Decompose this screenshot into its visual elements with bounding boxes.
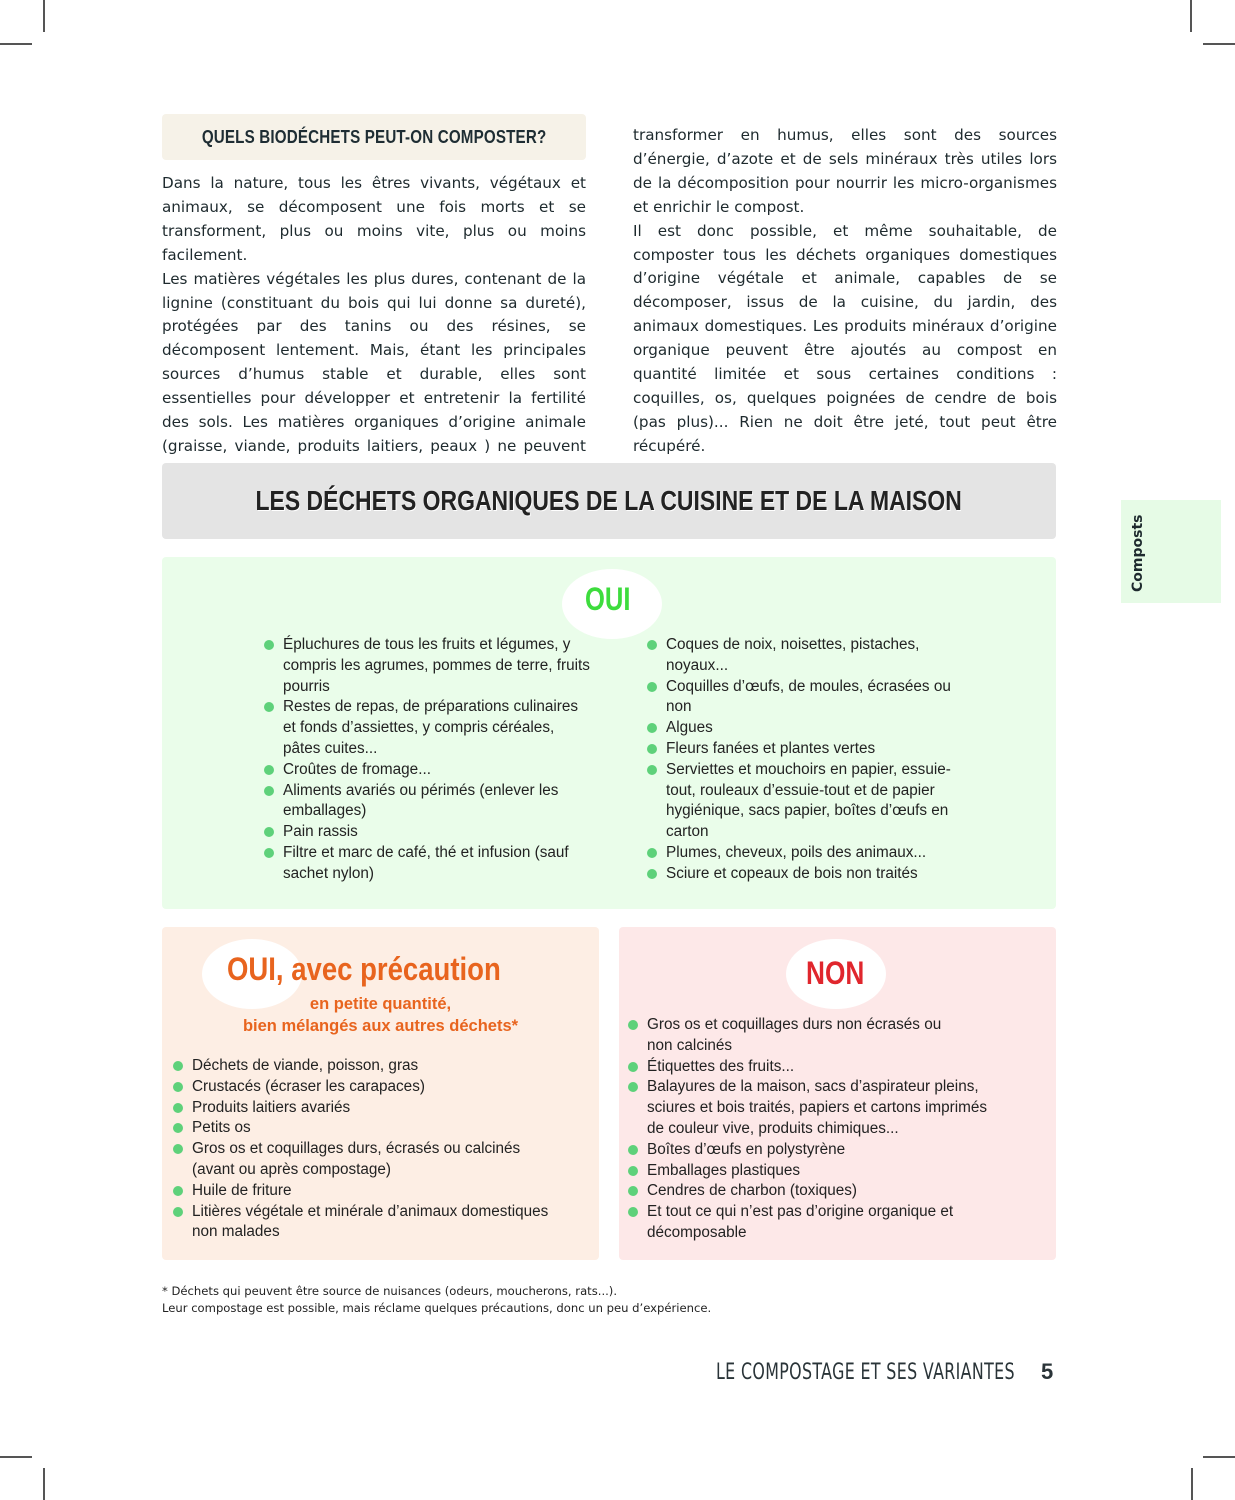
crop-mark [43,1468,45,1500]
list-item: Restes de repas, de préparations culinaires et fonds d’assiettes, y compris céréales, pâtes cuites... [264,697,594,759]
page-number: 5 [1041,1359,1054,1384]
list-item: Algues [647,718,967,739]
body-column-left [162,172,586,483]
chapter-side-tab[interactable] [1121,500,1221,603]
list-item: Sciure et copeaux de bois non traités [647,864,967,885]
crop-mark [1190,0,1192,32]
side-tab-label: Composts [1130,514,1146,592]
list-item: Boîtes d’œufs en polystyrène [628,1140,998,1161]
banner-title: LES DÉCHETS ORGANIQUES DE LA CUISINE ET DE LA MAISON [255,485,963,516]
crop-mark [1191,1468,1193,1500]
precaution-subtitle-line2: bien mélangés aux autres déchets* [242,1017,519,1035]
precaution-panel [162,927,599,1260]
list-item: Cendres de charbon (toxiques) [628,1181,998,1202]
crop-mark [0,43,32,45]
non-label: NON [806,955,865,991]
oui-list-right [647,635,967,885]
footnote [162,1283,711,1317]
section-heading: QUELS BIODÉCHETS PEUT-ON COMPOSTER? [201,126,547,147]
list-item: Coques de noix, noisettes, pistaches, noyaux... [647,635,967,677]
oui-panel [162,557,1056,909]
list-item: Petits os [173,1118,583,1139]
paragraph: Dans la nature, tous les êtres vivants, végétaux et animaux, se décomposent une fois morts et se transforment, plus ou moins vite, plus ou moins facilement. [162,174,586,264]
precaution-list [173,1056,583,1243]
table-banner [162,463,1056,539]
list-item: Produits laitiers avariés [173,1098,583,1119]
list-item: Épluchures de tous les fruits et légumes, y compris les agrumes, pommes de terre, fruits pourris [264,635,594,697]
precaution-label: OUI, avec précaution [227,951,501,987]
list-item: Plumes, cheveux, poils des animaux... [647,843,967,864]
crop-mark [1203,1456,1235,1458]
list-item: Fleurs fanées et plantes vertes [647,739,967,760]
footnote-line2: Leur compostage est possible, mais réclame quelques précautions, donc un peu d’expérience. [162,1301,712,1315]
list-item: Filtre et marc de café, thé et infusion (sauf sachet nylon) [264,843,594,885]
list-item: Étiquettes des fruits... [628,1057,998,1078]
list-item: Huile de friture [173,1181,583,1202]
list-item: Crustacés (écraser les carapaces) [173,1077,583,1098]
non-panel [619,927,1056,1260]
list-item: Balayures de la maison, sacs d’aspirateur pleins, sciures et bois traités, papiers et cartons imprimés de couleur vive, produits chimiques... [628,1077,998,1139]
crop-mark [43,0,45,32]
list-item: Croûtes de fromage... [264,760,594,781]
paragraph: Les matières végétales les plus dures, contenant de la lignine (constituant du bois qui lui donne sa dureté), protégées par des tanins ou des résines, se décomposent lentement. Mais, étant les principales sources d’humus stable et durable, elles sont essentielles pour développer et entretenir la fertilité des sols. Les matières organiques d’origine animale (graisse, viande, produits laitiers, peaux ) ne peuvent [162,269,586,455]
crop-mark [1203,43,1235,45]
list-item: Et tout ce qui n’est pas d’origine organique et décomposable [628,1202,967,1244]
precaution-subtitle-line1: en petite quantité, [309,995,452,1013]
list-item: Emballages plastiques [628,1161,998,1182]
oui-label: OUI [585,581,631,617]
list-item: Coquilles d’œufs, de moules, écrasées ou non [647,677,967,719]
list-item: Gros os et coquillages durs non écrasés ou non calcinés [628,1015,947,1057]
non-list [628,1015,998,1244]
body-column-right [633,124,1057,459]
list-item: Pain rassis [264,822,594,843]
list-item: Aliments avariés ou périmés (enlever les emballages) [264,781,594,823]
paragraph: transformer en humus, elles sont des sources d’énergie, d’azote et de sels minéraux très utiles lors de la décomposition pour nourrir les micro-organismes et enrichir le compost. [633,126,1057,216]
crop-mark [0,1456,32,1458]
list-item: Gros os et coquillages durs, écrasés ou calcinés (avant ou après compostage) [173,1139,552,1181]
running-footer-title: LE COMPOSTAGE ET SES VARIANTES [716,1360,1015,1385]
list-item: Litières végétale et minérale d’animaux domestiques non malades [173,1202,577,1244]
oui-list-left [264,635,594,885]
list-item: Serviettes et mouchoirs en papier, essuie-tout, rouleaux d’essuie-tout et de papier hygiénique, sacs papier, boîtes d’œufs en carton [647,760,967,843]
list-item: Déchets de viande, poisson, gras [173,1056,583,1077]
section-heading-box [162,114,586,160]
paragraph: Il est donc possible, et même souhaitable, de composter tous les déchets organiques domestiques d’origine végétale et animale, capables de se décomposer, issus de la cuisine, du jardin, des animaux domestiques. Les produits minéraux d’origine organique peuvent être ajoutés au compost en quantité limitée et sous certaines conditions : coquilles, os, quelques poignées de cendre de bois (pas plus)... Rien ne doit être jeté, tout peut être récupéré. [633,221,1057,455]
footnote-line1: * Déchets qui peuvent être source de nuisances (odeurs, moucherons, rats...). [162,1284,618,1298]
precaution-subtitle [162,993,599,1037]
